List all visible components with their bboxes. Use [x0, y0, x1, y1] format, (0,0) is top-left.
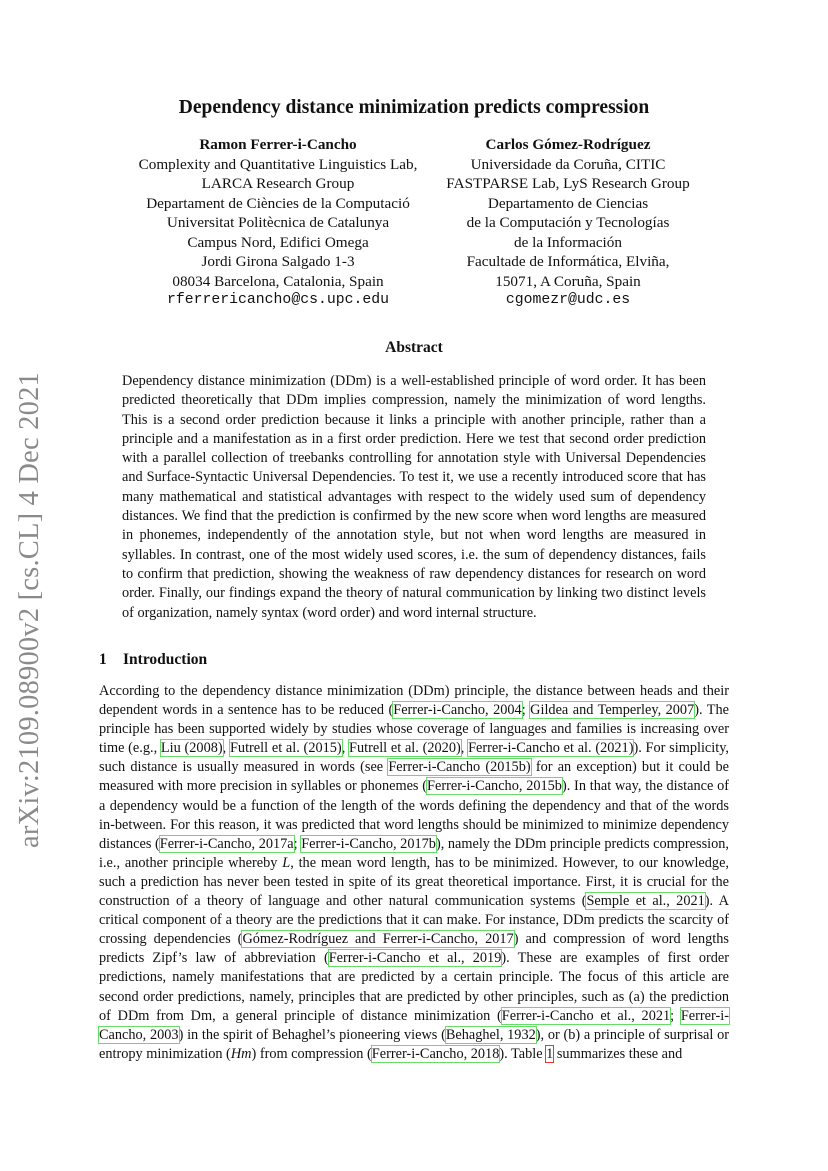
text-run: , — [460, 740, 469, 757]
affiliation-line: 15071, A Coruña, Spain — [495, 272, 641, 290]
section-number: 1 — [99, 651, 107, 668]
text-run: ), or (b) a principle of surprisal or entropy minimization ( — [99, 1026, 729, 1062]
affiliation-line: Campus Nord, Edifici Omega — [187, 233, 369, 251]
affiliation-line: 08034 Barcelona, Catalonia, Spain — [172, 272, 384, 290]
text-run: summarizes these and — [553, 1045, 683, 1062]
abstract-heading: Abstract — [385, 339, 443, 356]
citation-link[interactable]: Gómez-Rodríguez and Ferrer-i-Cancho, 2017 — [242, 931, 514, 948]
section-title: Introduction — [123, 651, 208, 668]
text-run: ) in the spirit of Behaghel’s pioneering views ( — [178, 1026, 446, 1043]
intro-paragraph — [99, 682, 729, 1064]
text-run: ). The principle has been supported widely by studies whose coverage of languages and families is increasing over time (e.g., — [99, 702, 729, 757]
citation-link[interactable]: Ferrer-i-Cancho et al., 2019 — [328, 950, 502, 967]
affiliation-line: Departament de Ciències de la Computació — [146, 194, 410, 212]
affiliation-line: LARCA Research Group — [201, 175, 355, 192]
citation-link[interactable]: Semple et al., 2021 — [586, 893, 705, 910]
citation-link[interactable]: Behaghel, 1932 — [445, 1026, 536, 1043]
affiliation-line: Jordi Girona Salgado 1-3 — [201, 253, 355, 270]
arxiv-identifier: arXiv:2109.08900v2 [cs.CL] 4 Dec 2021 — [14, 372, 45, 848]
text-run: , the mean word length, has to be minimized. However, to our knowledge, such a prediction has never been tested in spite of its great theoretical importance. First, it is crucial for the construction of a theory of language and other natural communication systems ( — [99, 854, 729, 910]
citation-link[interactable]: Gildea and Temperley, 2007 — [530, 702, 695, 719]
math-symbol: L — [282, 854, 291, 871]
text-run: ; — [293, 835, 302, 852]
text-run: ). A critical component of a theory are the predictions that it can make. For instance, DDm predicts the scarcity of crossing dependencies ( — [99, 893, 729, 948]
citation-link[interactable]: Ferrer-i-Cancho (2015b) — [388, 759, 531, 776]
affiliation-line: Departamento de Ciencias — [487, 194, 649, 212]
text-run: for an exception) but it could be measured with more precision in syllables or phonemes ( — [99, 759, 729, 795]
text-run: According to the dependency distance minimization (DDm) principle, the distance between heads and their dependent words in a sentence has to be reduced ( — [99, 683, 729, 719]
citation-link[interactable]: Ferrer-i-Cancho, 2017a — [159, 835, 294, 852]
author-block-1 — [118, 135, 438, 311]
text-run: , — [341, 740, 350, 757]
text-run: ; — [521, 702, 531, 719]
author-block-2 — [418, 135, 718, 311]
text-run: , — [222, 740, 230, 757]
citation-link[interactable]: Ferrer-i-Cancho, 2015b — [427, 778, 562, 795]
citation-link[interactable]: Futrell et al. (2020) — [349, 740, 461, 757]
paper-title: Dependency distance minimization predicts compression — [178, 97, 650, 118]
author-email[interactable]: cgomezr@udc.es — [505, 292, 631, 308]
citation-link[interactable]: Ferrer-i-Cancho, 2018 — [371, 1045, 500, 1062]
citation-link[interactable]: Ferrer-i-Cancho et al., 2021 — [501, 1007, 671, 1024]
abstract-body: Dependency distance minimization (DDm) is a well-established principle of word order. It has been predicted theoretically that DDm implies compression, namely the minimization of word lengths. This is a second order prediction because it links a principle with another principle, rather than a principle and a manifestation as in a first order prediction. Here we test that second order prediction with a parallel collection of treebanks controlling for annotation style with Universal Dependencies and Surface-Syntactic Universal Dependencies. To test it, we use a recently introduced score that has many mathematical and statistical advantages with respect to the widely used sum of dependency distances. We find that the prediction is confirmed by the new score when word lengths are measured in phonemes, independently of the annotation style, but not when word lengths are measured in syllables. In contrast, one of the most widely used scores, i.e. the sum of dependency distances, fails to confirm that prediction, showing the weakness of raw dependency distances for research on word order. Finally, our findings expand the theory of natural communication by linking two distinct levels of organization, namely syntax (word order) and word internal structure. — [122, 373, 706, 621]
section-heading — [99, 651, 207, 669]
affiliation-line: Complexity and Quantitative Linguistics Lab, — [138, 155, 418, 173]
text-run: ), namely the DDm principle predicts compression, i.e., another principle whereby — [99, 835, 729, 871]
affiliation-line: de la Computación y Tecnologías — [466, 214, 670, 231]
text-run: ). These are examples of first order predictions, namely manifestations that are predicted by a certain principle. The focus of this article are second order predictions, namely, principles that are predicted by other principles, such as (a) the prediction of DDm from Dm, a general principle of distance minimization ( — [99, 950, 730, 1024]
affiliation-line: Universidade da Coruña, CITIC — [470, 155, 666, 173]
citation-link[interactable]: Ferrer-i-Cancho, 2003 — [99, 1007, 729, 1043]
text-run: ) from compression ( — [251, 1045, 372, 1062]
citation-link[interactable]: Ferrer-i-Cancho, 2017b — [301, 835, 436, 852]
citation-link[interactable]: Ferrer-i-Cancho et al. (2021) — [468, 740, 634, 757]
text-run: ) and compression of word lengths predicts Zipf’s law of abbreviation ( — [99, 931, 729, 967]
affiliation-line: FASTPARSE Lab, LyS Research Group — [446, 175, 690, 192]
citation-link[interactable]: Ferrer-i-Cancho, 2004 — [393, 702, 522, 719]
affiliation-line: Facultade de Informática, Elviña, — [466, 253, 670, 270]
citation-link[interactable]: Futrell et al. (2015) — [229, 740, 342, 757]
affiliation-line: Universitat Politècnica de Catalunya — [166, 214, 390, 231]
text-run: ). For simplicity, such distance is usually measured in words (see — [99, 740, 730, 776]
citation-link[interactable]: Liu (2008) — [160, 740, 223, 757]
author-name: Carlos Gómez-Rodríguez — [485, 136, 651, 153]
text-run: ; — [670, 1007, 681, 1024]
table-reference-link[interactable]: 1 — [546, 1045, 554, 1062]
author-name: Ramon Ferrer-i-Cancho — [199, 136, 357, 153]
author-email[interactable]: rferrericancho@cs.upc.edu — [167, 292, 389, 308]
math-symbol: Hm — [230, 1045, 252, 1062]
text-run: ). In that way, the distance of a dependency would be a function of the length of the words defining the dependency and that of the words in-between. For this reason, it was predicted that word lengths should be minimized to minimize dependency distances ( — [99, 778, 729, 852]
affiliation-line: de la Información — [514, 233, 622, 251]
text-run: ). Table — [499, 1045, 547, 1062]
